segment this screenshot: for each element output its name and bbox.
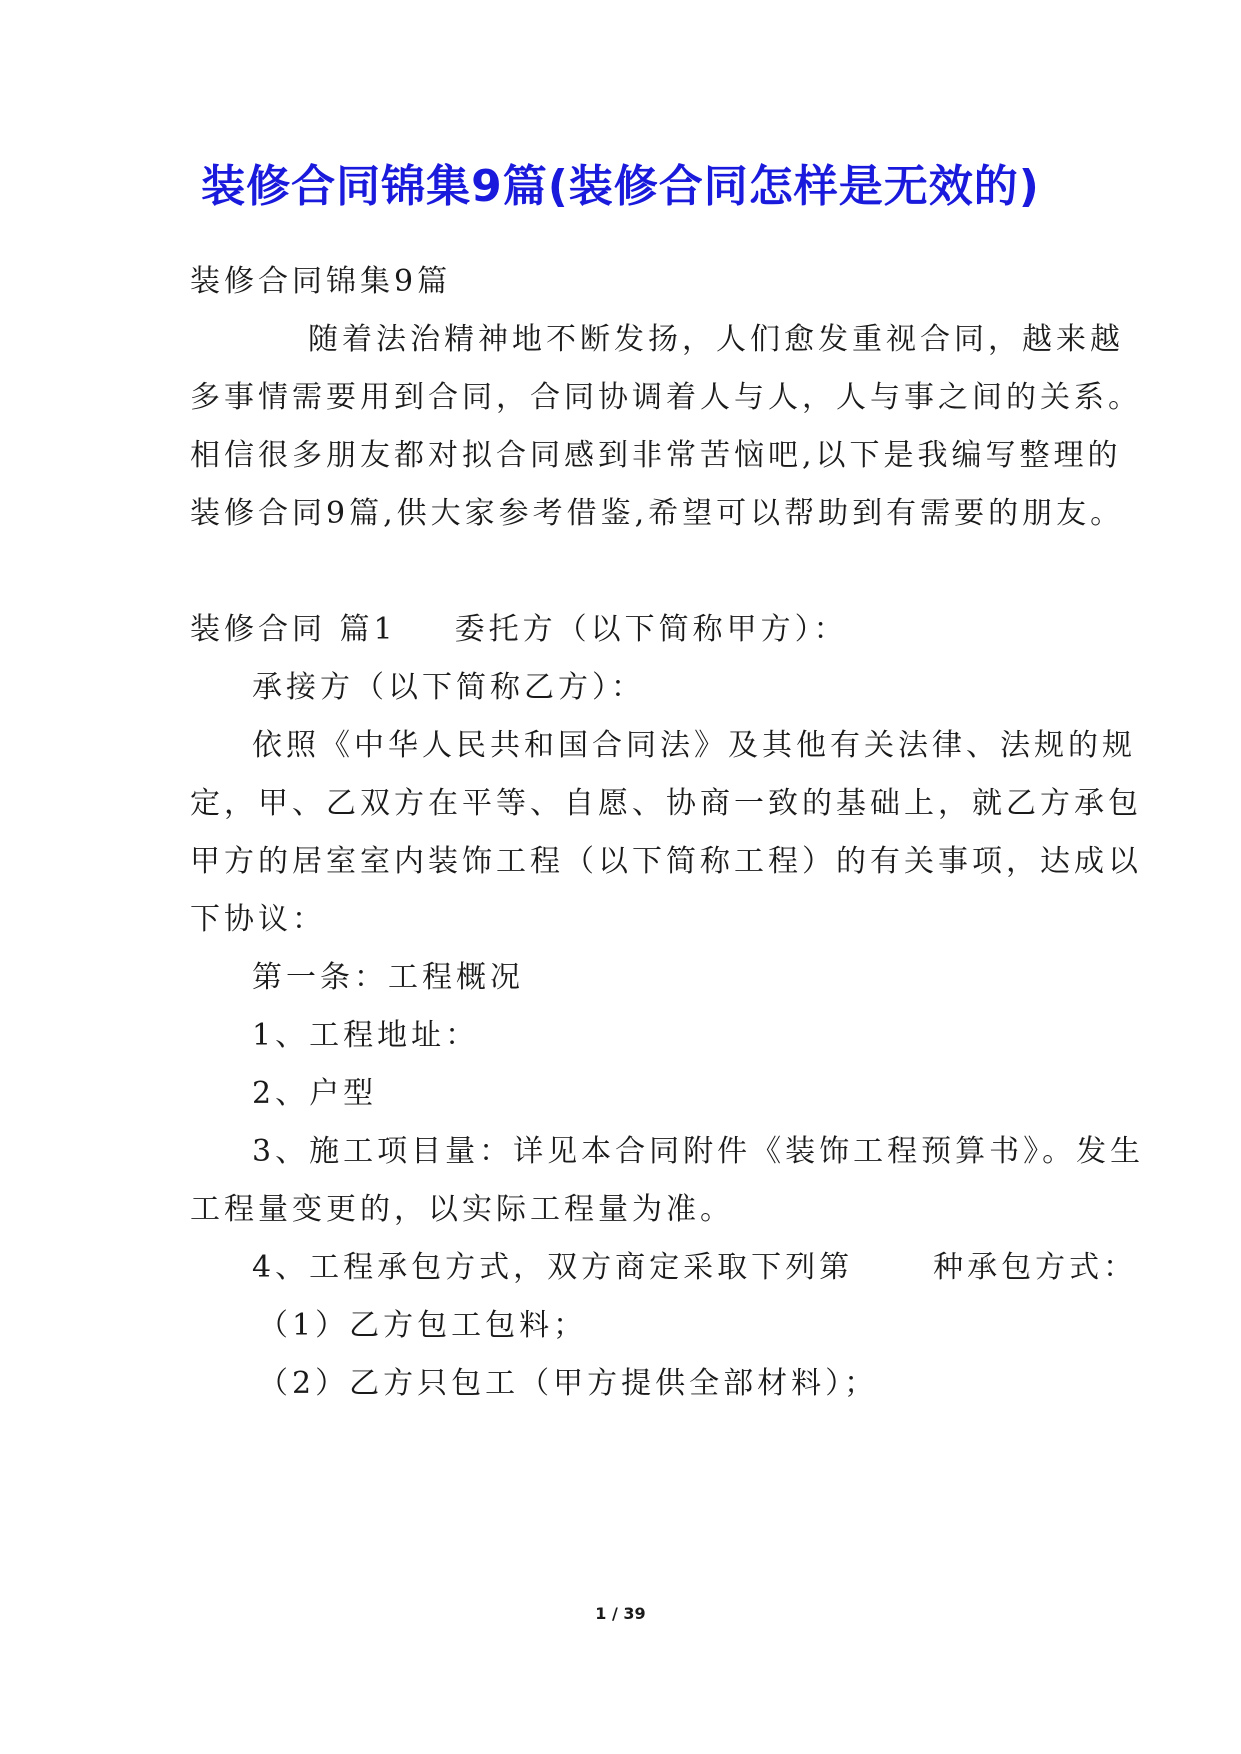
item-4-suffix: 种承包方式： (933, 1250, 1138, 1285)
party-b-label: 承接方（以下简称乙方）： (252, 670, 645, 705)
basis-line-3: 甲方的居室室内装饰工程（以下简称工程）的有关事项，达成以 (190, 844, 1142, 879)
intro-line-3: 相信很多朋友都对拟合同感到非常苦恼吧,以下是我编写整理的 (190, 438, 1122, 473)
page-indicator: 1 / 39 (595, 1604, 646, 1623)
document-subtitle: 装修合同锦集9篇 (190, 264, 452, 299)
item-4-text: 4、工程承包方式，双方商定采取下列第 (252, 1250, 854, 1285)
document-title: 装修合同锦集9篇(装修合同怎样是无效的) (201, 161, 1040, 212)
item-3-line-1: 3、施工项目量：详见本合同附件《装饰工程预算书》。发生 (252, 1134, 1145, 1169)
item-2: 2、户型 (252, 1076, 378, 1111)
basis-line-4: 下协议： (190, 902, 326, 937)
section-heading: 装修合同 篇1 (190, 612, 397, 647)
item-3-line-2: 工程量变更的，以实际工程量为准。 (190, 1192, 734, 1227)
article-1-heading: 第一条：工程概况 (252, 960, 524, 995)
basis-line-2: 定，甲、乙双方在平等、自愿、协商一致的基础上，就乙方承包 (190, 786, 1142, 821)
party-a-label: 委托方（以下简称甲方）： (454, 612, 848, 647)
option-2: （2）乙方只包工（甲方提供全部材料）； (258, 1366, 879, 1401)
intro-line-1: 随着法治精神地不断发扬，人们愈发重视合同，越来越 (308, 322, 1124, 357)
intro-line-2: 多事情需要用到合同，合同协调着人与人，人与事之间的关系。 (190, 380, 1142, 415)
option-1: （1）乙方包工包料； (258, 1308, 588, 1343)
section-heading-line (190, 610, 848, 650)
intro-line-4: 装修合同9篇,供大家参考借鉴,希望可以帮助到有需要的朋友。 (190, 496, 1125, 531)
basis-line-1: 依照《中华人民共和国合同法》及其他有关法律、法规的规 (252, 728, 1136, 763)
item-1: 1、工程地址： (252, 1018, 480, 1053)
item-4-line (252, 1248, 1137, 1288)
